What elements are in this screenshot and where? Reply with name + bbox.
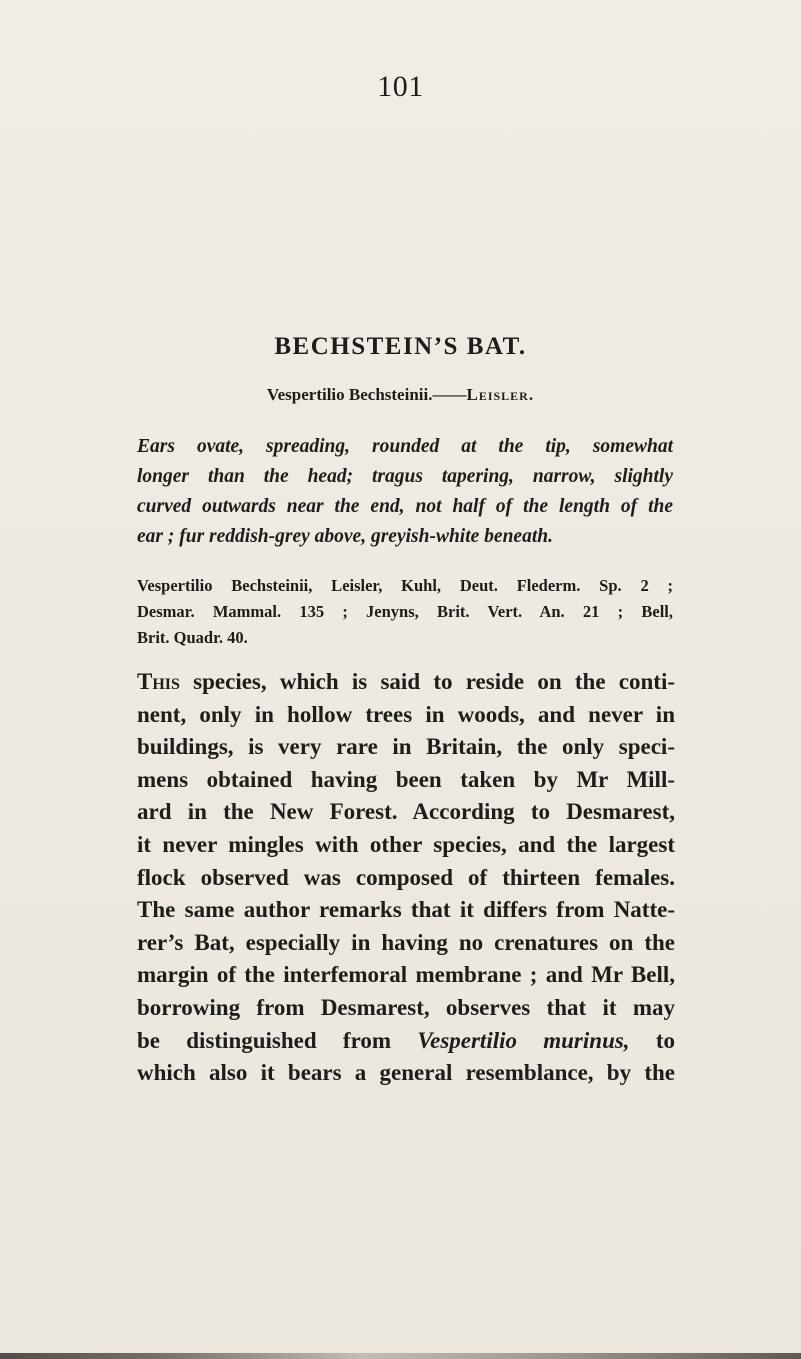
description-line: longer than the head; tragus tapering, narrow, slightly [137,466,673,487]
body-line-text: be distinguished from [137,1027,418,1053]
body-line-text: to [629,1027,675,1053]
body-line: ard in the New Forest. According to Desmarest, [137,799,675,825]
section-title: BECHSTEIN’S BAT. [274,333,527,360]
body-line: rer’s Bat, especially in having no crenatures on the [137,929,675,955]
body-line: flock observed was composed of thirteen females. [137,864,675,890]
species-author: Leisler. [466,385,535,404]
body-line: borrowing from Desmarest, observes that it may [137,994,675,1020]
body-line: buildings, is very rare in Britain, the only speci- [137,734,675,760]
body-line-text: species, which is said to reside on the conti- [179,669,675,694]
description-line: Ears ovate, spreading, rounded at the tip, somewhat [137,436,673,457]
body-line: nent, only in hollow trees in woods, and never in [137,701,675,727]
description-line: ear ; fur reddish-grey above, greyish-white beneath. [137,526,553,547]
body-line: which also it bears a general resemblance, by the [137,1060,675,1086]
body-line: mens obtained having been taken by Mr Mill- [137,766,675,792]
italic-species-name: Vespertilio murinus, [417,1027,630,1053]
reference-line: Brit. Quadr. 40. [137,628,248,647]
species-description [137,432,673,552]
reference-line: Vespertilio Bechsteinii, Leisler, Kuhl, Deut. Flederm. Sp. 2 ; [137,576,673,595]
body-line: it never mingles with other species, and the largest [137,831,675,857]
page-bottom-edge [0,1353,801,1359]
body-line: The same author remarks that it differs from Natte- [137,897,675,923]
body-paragraph [137,666,675,1090]
body-lead-word: This [137,669,180,694]
body-line [137,1025,675,1058]
description-line: curved outwards near the end, not half of the length of the [137,496,673,517]
page-number: 101 [377,70,424,103]
synonym-dash: —— [432,385,467,404]
body-line [137,666,675,699]
species-synonym [0,385,801,405]
reference-line: Desmar. Mammal. 135 ; Jenyns, Brit. Vert. An. 21 ; Bell, [137,602,673,621]
body-line: margin of the interfemoral membrane ; and Mr Bell, [137,962,675,988]
species-latin-name: Vespertilio Bechsteinii. [266,385,433,404]
bibliographic-references [137,573,673,651]
